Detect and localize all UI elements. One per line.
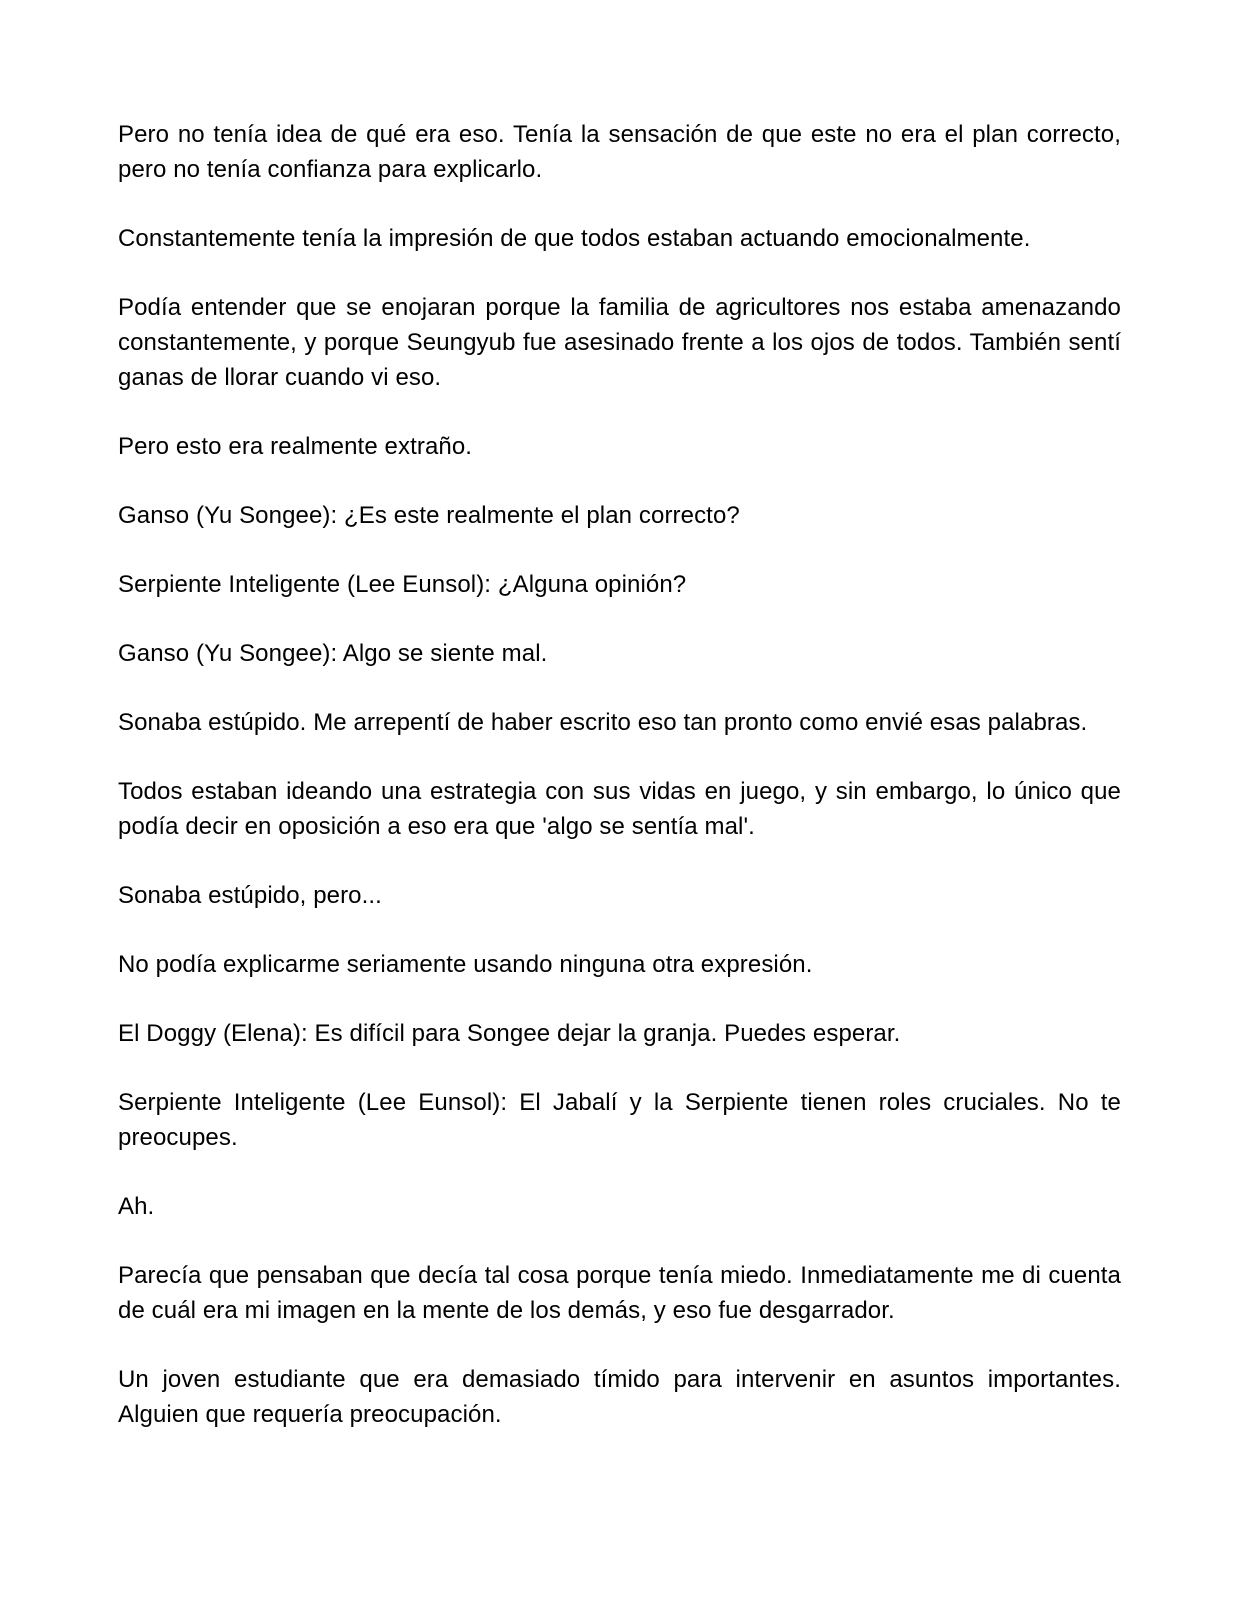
paragraph-14: Ah. [118,1193,155,1220]
paragraph-8: Sonaba estúpido. Me arrepentí de haber escrito eso tan pronto como envié esas palabras. [118,709,1088,736]
document-body [118,117,1121,1466]
paragraph-10: Sonaba estúpido, pero... [118,882,382,909]
dialogue-line-serpiente-1: Serpiente Inteligente (Lee Eunsol): ¿Alguna opinión? [118,571,687,598]
paragraph-16: Un joven estudiante que era demasiado tímido para intervenir en asuntos importantes. Alguien que requería preocupación. [118,1366,1121,1428]
paragraph-11: No podía explicarme seriamente usando ninguna otra expresión. [118,951,813,978]
dialogue-line-ganso-1: Ganso (Yu Songee): ¿Es este realmente el plan correcto? [118,502,740,529]
paragraph-2: Constantemente tenía la impresión de que todos estaban actuando emocionalmente. [118,225,1031,252]
paragraph-1: Pero no tenía idea de qué era eso. Tenía la sensación de que este no era el plan correcto, pero no tenía confianza para explicarlo. [118,121,1121,183]
dialogue-line-doggy: El Doggy (Elena): Es difícil para Songee dejar la granja. Puedes esperar. [118,1020,901,1047]
paragraph-9: Todos estaban ideando una estrategia con sus vidas en juego, y sin embargo, lo único que podía decir en oposición a eso era que 'algo se sentía mal'. [118,778,1121,840]
paragraph-4: Pero esto era realmente extraño. [118,433,473,460]
paragraph-3: Podía entender que se enojaran porque la familia de agricultores nos estaba amenazando constantemente, y porque Seungyub fue asesinado frente a los ojos de todos. También sentí ganas de llorar cuando vi eso. [118,294,1121,391]
dialogue-line-ganso-2: Ganso (Yu Songee): Algo se siente mal. [118,640,548,667]
dialogue-line-serpiente-2: Serpiente Inteligente (Lee Eunsol): El Jabalí y la Serpiente tienen roles cruciales. No te preocupes. [118,1089,1121,1151]
paragraph-15: Parecía que pensaban que decía tal cosa porque tenía miedo. Inmediatamente me di cuenta de cuál era mi imagen en la mente de los demás, y eso fue desgarrador. [118,1262,1121,1324]
